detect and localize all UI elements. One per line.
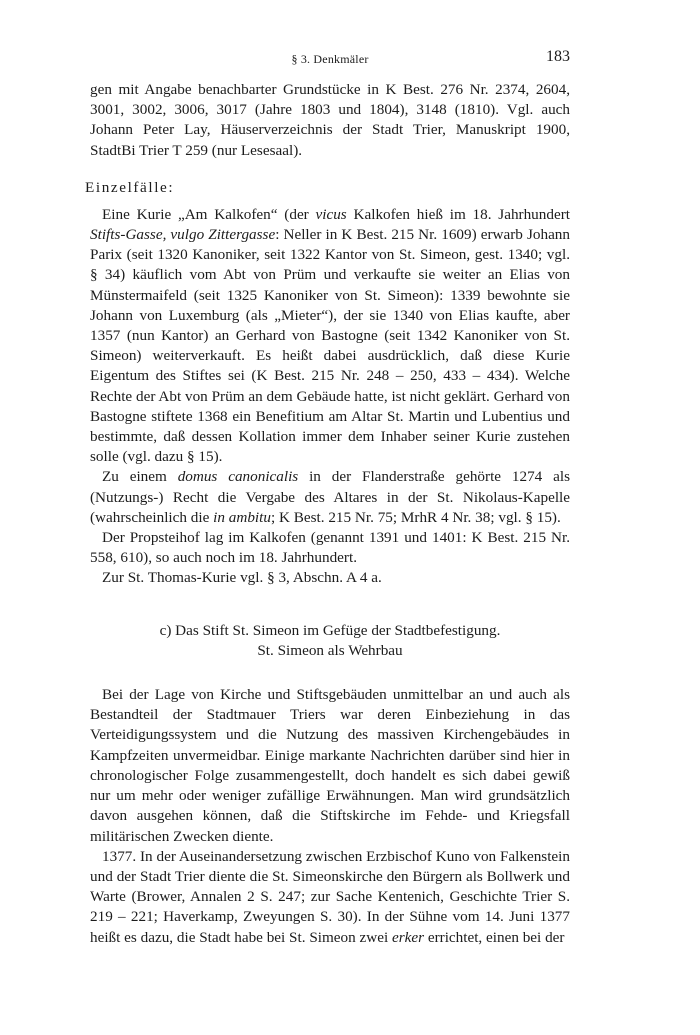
kurie-italic-1: vicus xyxy=(315,205,347,223)
subheading-line-2: St. Simeon als Wehrbau xyxy=(257,641,403,659)
year-text-2: errichtet, einen bei der xyxy=(424,928,565,946)
kurie-text-2: Kalkofen hieß im 18. Jahrhundert xyxy=(346,205,570,223)
book-page xyxy=(85,48,570,948)
domus-text-2: in der Flanderstraße gehörte 1274 als (Nutzungs-) Recht die Vergabe des Altares in der St. Nikolaus-Kapelle (wahrscheinlich die xyxy=(90,468,570,526)
domus-text-3: ; K Best. 215 Nr. 75; MrhR 4 Nr. 38; vgl. § 15). xyxy=(270,508,561,526)
running-head xyxy=(90,48,570,72)
continuation-paragraph: gen mit Angabe benachbarter Grundstücke in K Best. 276 Nr. 2374, 2604, 3001, 3002, 3006, 3017 (Jahre 1803 und 1804), 3148 (1810). Vgl. auch Johann Peter Lay, Häuserverzeichnis der Stadt Trier, Manuskript 1900, StadtBi Trier T 259 (nur Lesesaal). xyxy=(90,81,570,159)
section-label: Einzelfälle: xyxy=(85,178,175,196)
kurie-text-1: Eine Kurie „Am Kalkofen“ (der xyxy=(102,205,316,223)
kurie-paragraph xyxy=(90,205,570,468)
section-subheading xyxy=(90,621,570,661)
section-body xyxy=(90,685,570,948)
domus-italic-1: domus canonicalis xyxy=(177,468,299,486)
kurie-text-3: : Neller in K Best. 215 Nr. 1609) erwarb Johann Parix (seit 1320 Kanoniker, seit 1322 Kantor von St. Simeon, gest. 1340; vgl. § 34) käuflich vom Abt von Prüm und verkaufte sie weiter an Elias von Münstermaifeld (seit 1325 Kanoniker von St. Simeon): 1339 bewohnte sie Johann von Luxemburg (als „Mieter“), der sie 1340 von Elias kaufte, aber 1357 (nun Kantor) an Gerhard von Bastogne (seit 1342 Kanoniker von St. Simeon) weiterverkauft. Es heißt dabei ausdrücklich, daß diese Kurie Eigentum des Stiftes sei (K Best. 215 Nr. 248 – 250, 433 – 434). Welche Rechte der Abt von Prüm an dem Gebäude hatte, ist nicht geklärt. Gerhard von Bastogne stiftete 1368 ein Benefitium am Altar St. Martin und Lubentius und bestimmte, daß dessen Kollation immer dem Inhaber seiner Kurie zustehen solle (vgl. dazu § 15). xyxy=(90,226,570,466)
running-head-title: § 3. Denkmäler xyxy=(291,52,369,66)
propsteihof-paragraph: Der Propsteihof lag im Kalkofen (genannt 1391 und 1401: K Best. 215 Nr. 558, 610), so auch noch im 18. Jahrhundert. xyxy=(90,529,570,567)
page-number: 183 xyxy=(546,48,570,65)
domus-italic-2: in ambitu xyxy=(213,508,271,526)
kurie-italic-2: Stifts-Gasse, vulgo Zittergasse xyxy=(90,226,276,244)
year-italic-1: erker xyxy=(392,928,425,946)
domus-text-1: Zu einem xyxy=(102,468,178,486)
subheading-line-1: c) Das Stift St. Simeon im Gefüge der Stadtbefestigung. xyxy=(159,621,501,639)
year-1377-paragraph xyxy=(90,847,570,948)
lage-paragraph: Bei der Lage von Kirche und Stiftsgebäuden unmittelbar an und auch als Bestandteil der Stadtmauer Triers war deren Einbeziehung in das Verteidigungssystem und die Nutzung des massiven Kirchengebäudes in Kampfzeiten unvermeidbar. Einige markante Nachrichten darüber sind hier in chronologischer Folge zusammengestellt, doch handelt es sich dabei gewiß nur um mehr oder weniger zufällige Erwähnungen. Man wird grundsätzlich davon ausgehen können, daß die Stiftskirche im Fehde- und Kriegsfall militärischen Zwecken diente. xyxy=(90,686,570,845)
year-text-1: 1377. In der Auseinandersetzung zwischen Erzbischof Kuno von Falkenstein und der Stadt Trier diente die St. Simeonskirche den Bürgern als Bollwerk und Warte (Brower, Annalen 2 S. 247; zur Sache Kentenich, Geschichte Trier S. 219 – 221; Haverkamp, Zweyungen S. 30). In der Sühne vom 14. Juni 1377 heißt es dazu, die Stadt habe bei St. Simeon zwei xyxy=(90,847,570,946)
domus-paragraph xyxy=(90,467,570,528)
thomas-paragraph: Zur St. Thomas-Kurie vgl. § 3, Abschn. A 4 a. xyxy=(102,569,382,587)
